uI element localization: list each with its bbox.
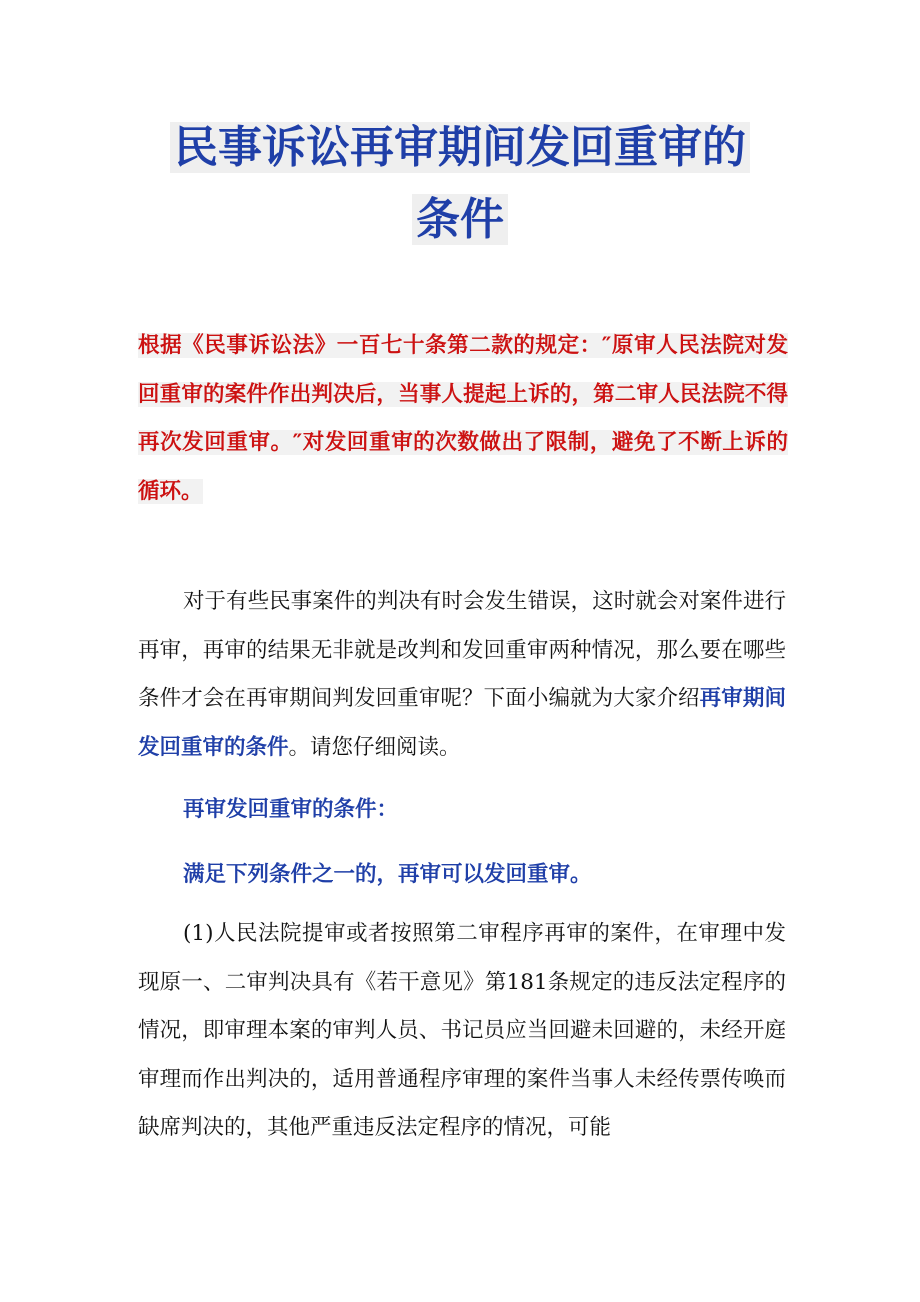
intro-text: 对于有些民事案件的判决有时会发生错误，这时就会对案件进行再审，再审的结果无非就是改判和发回重审两种情况，那么要在哪些条件才会在再审期间判发回重审呢？下面小编就为大家介绍 [138,589,786,711]
intro-link[interactable]: 再审期间发回重审的条件 [138,686,786,760]
highlight-paragraph-text: 根据《民事诉讼法》一百七十条第二款的规定：″原审人民法院对发回重审的案件作出判决后，当事人提起上诉的，第二审人民法院不得再次发回重审。″对发回重审的次数做出了限制，避免了不断上诉的循环。 [138,333,788,504]
section-heading: 再审发回重审的条件： [183,797,399,822]
highlight-paragraph [138,322,788,516]
section-subheading: 满足下列条件之一的，再审可以发回重审。 [183,862,592,887]
title-line-1: 民事诉讼再审期间发回重审的 [170,122,750,173]
title-line-2: 条件 [412,194,508,245]
item-1-paragraph: (1)人民法院提审或者按照第二审程序再审的案件，在审理中发现原一、二审判决具有《若干意见》第181条规定的违反法定程序的情况，即审理本案的审判人员、书记员应当回避未回避的，未经开庭审理而作出判决的，适用普通程序审理的案件当事人未经传票传唤而缺席判决的，其他严重违反法定程序的情况，可能 [138,921,786,1140]
intro-text-end: 。请您仔细阅读。 [288,734,461,760]
document-title [0,112,920,256]
intro-paragraph [138,578,786,772]
